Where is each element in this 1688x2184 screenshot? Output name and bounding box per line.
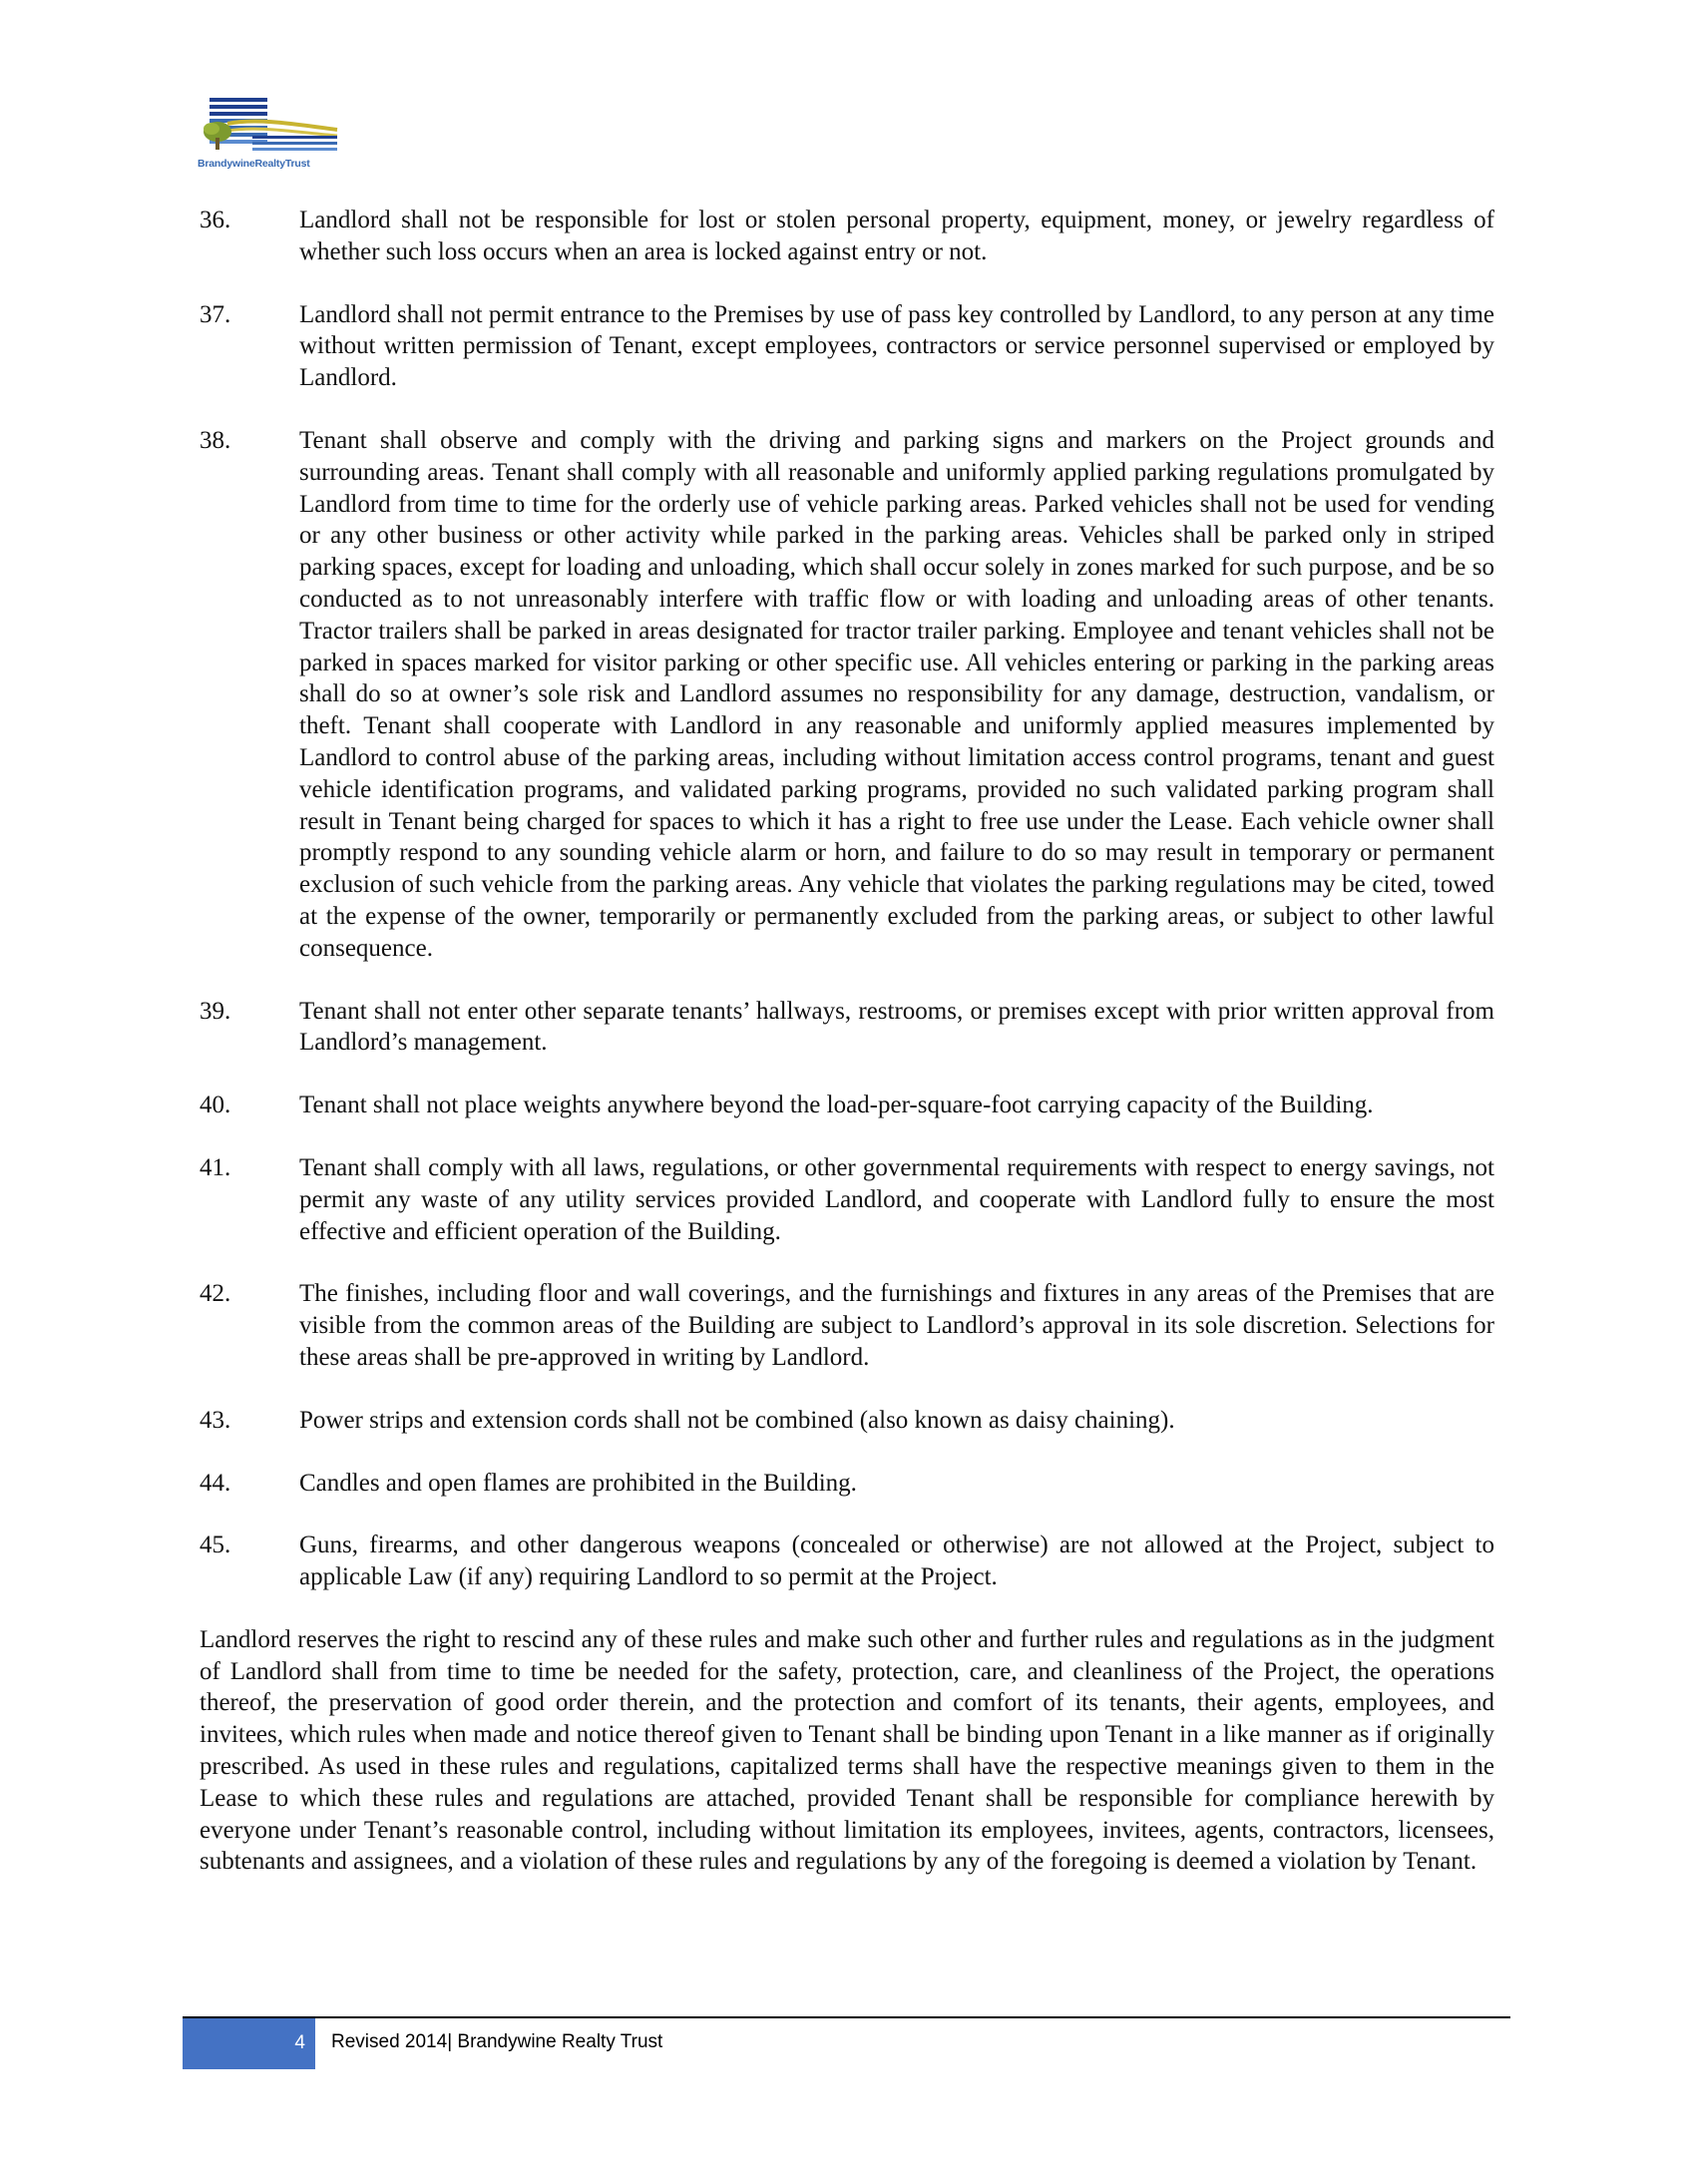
rule-item: [200, 1152, 1494, 1247]
rule-number: 36.: [200, 207, 231, 233]
rule-number: 38.: [200, 426, 231, 454]
rule-item: [200, 205, 1494, 268]
rule-number: 37.: [200, 300, 231, 328]
rule-number: 44.: [200, 1469, 231, 1497]
rule-item: [200, 425, 1494, 965]
rule-item: [200, 1529, 1494, 1593]
rules-content: [200, 205, 1494, 1878]
rule-item: [200, 1278, 1494, 1373]
page-number: 4: [294, 2032, 305, 2053]
footer-text: Revised 2014| Brandywine Realty Trust: [331, 2031, 663, 2052]
rule-text: Power strips and extension cords shall not be combined (also known as daisy chaining).: [299, 1406, 1175, 1434]
rule-item: [200, 1468, 1494, 1500]
rule-text: Landlord shall not permit entrance to the Premises by use of pass key controlled by Landlord, to any person at any time without written permission of Tenant, except employees, contractors or service personnel supervised or employed by Landlord.: [299, 300, 1494, 392]
brandywine-logo: [198, 96, 342, 174]
footer-divider: [183, 2016, 1510, 2018]
rule-number: 43.: [200, 1406, 231, 1434]
rule-item: [200, 1405, 1494, 1437]
logo-mark-icon: [198, 96, 342, 158]
rule-text: Tenant shall not place weights anywhere beyond the load-per-square-foot carrying capacity of the Building.: [299, 1092, 1374, 1119]
rule-text: Tenant shall not enter other separate tenants’ hallways, restrooms, or premises except with prior written approval from Landlord’s management.: [299, 997, 1494, 1057]
rule-number: 40.: [200, 1092, 231, 1119]
footer-page-box: [183, 2018, 315, 2069]
rule-item: [200, 996, 1494, 1060]
rule-text: Landlord shall not be responsible for lost or stolen personal property, equipment, money, or jewelry regardless of whether such loss occurs when an area is locked against entry or not.: [299, 207, 1494, 265]
rule-number: 42.: [200, 1280, 231, 1308]
rule-text: Guns, firearms, and other dangerous weapons (concealed or otherwise) are not allowed at the Project, subject to applicable Law (if any) requiring Landlord to so permit at the Project.: [299, 1531, 1494, 1591]
logo-wordmark: BrandywineRealtyTrust: [198, 158, 310, 170]
rule-item: [200, 299, 1494, 394]
closing-paragraph: Landlord reserves the right to rescind any of these rules and make such other and further rules and regulations as in the judgment of Landlord shall from time to time be needed for the safety, protection, care, and cleanliness of the Project, the operations thereof, the preservation of good order therein, and the protection and comfort of its tenants, their agents, employees, and invitees, which rules when made and notice thereof given to Tenant shall be binding upon Tenant in a like manner as if originally prescribed. As used in these rules and regulations, capitalized terms shall have the respective meanings given to them in the Lease to which these rules and regulations are attached, provided Tenant shall be responsible for compliance herewith by everyone under Tenant’s reasonable control, including without limitation its employees, invitees, agents, contractors, licensees, subtenants and assignees, and a violation of these rules and regulations by any of the foregoing is deemed a violation by Tenant.: [200, 1625, 1494, 1876]
rule-item: [200, 1090, 1494, 1121]
rule-number: 41.: [200, 1153, 231, 1181]
rule-text: Tenant shall comply with all laws, regulations, or other governmental requirements with respect to energy savings, not permit any waste of any utility services provided Landlord, and cooperate with Landlord fully to ensure the most effective and efficient operation of the Building.: [299, 1153, 1494, 1245]
rule-number: 45.: [200, 1531, 231, 1559]
rule-number: 39.: [200, 997, 231, 1025]
rule-text: Tenant shall observe and comply with the driving and parking signs and markers on the Project grounds and surrounding areas. Tenant shall comply with all reasonable and uniformly applied parking regulations promulgated by Landlord from time to time for the orderly use of vehicle parking areas. Parked vehicles shall not be used for vending or any other business or other activity while parked in the parking areas. Vehicles shall be parked only in striped parking spaces, except for loading and unloading, which shall occur solely in zones marked for such purpose, and be so conducted as to not unreasonably interfere with traffic flow or with loading and unloading areas of other tenants. Tractor trailers shall be parked in areas designated for tractor trailer parking. Employee and tenant vehicles shall not be parked in spaces marked for visitor parking or other specific use. All vehicles entering or parking in the parking areas shall do so at owner’s sole risk and Landlord assumes no responsibility for any damage, destruction, vandalism, or theft. Tenant shall cooperate with Landlord in any reasonable and uniformly applied measures implemented by Landlord to control abuse of the parking areas, including without limitation access control programs, tenant and guest vehicle identification programs, and validated parking programs, provided no such validated parking program shall result in Tenant being charged for spaces to which it has a right to free use under the Lease. Each vehicle owner shall promptly respond to any sounding vehicle alarm or horn, and failure to do so may result in temporary or permanent exclusion of such vehicle from the parking areas. Any vehicle that violates the parking regulations may be cited, towed at the expense of the owner, temporarily or permanently excluded from the parking areas, or subject to other lawful consequence.: [299, 426, 1494, 962]
rule-text: Candles and open flames are prohibited in the Building.: [299, 1469, 857, 1497]
rule-text: The finishes, including floor and wall coverings, and the furnishings and fixtures in any areas of the Premises that are visible from the common areas of the Building are subject to Landlord’s approval in its sole discretion. Selections for these areas shall be pre-approved in writing by Landlord.: [299, 1280, 1494, 1371]
